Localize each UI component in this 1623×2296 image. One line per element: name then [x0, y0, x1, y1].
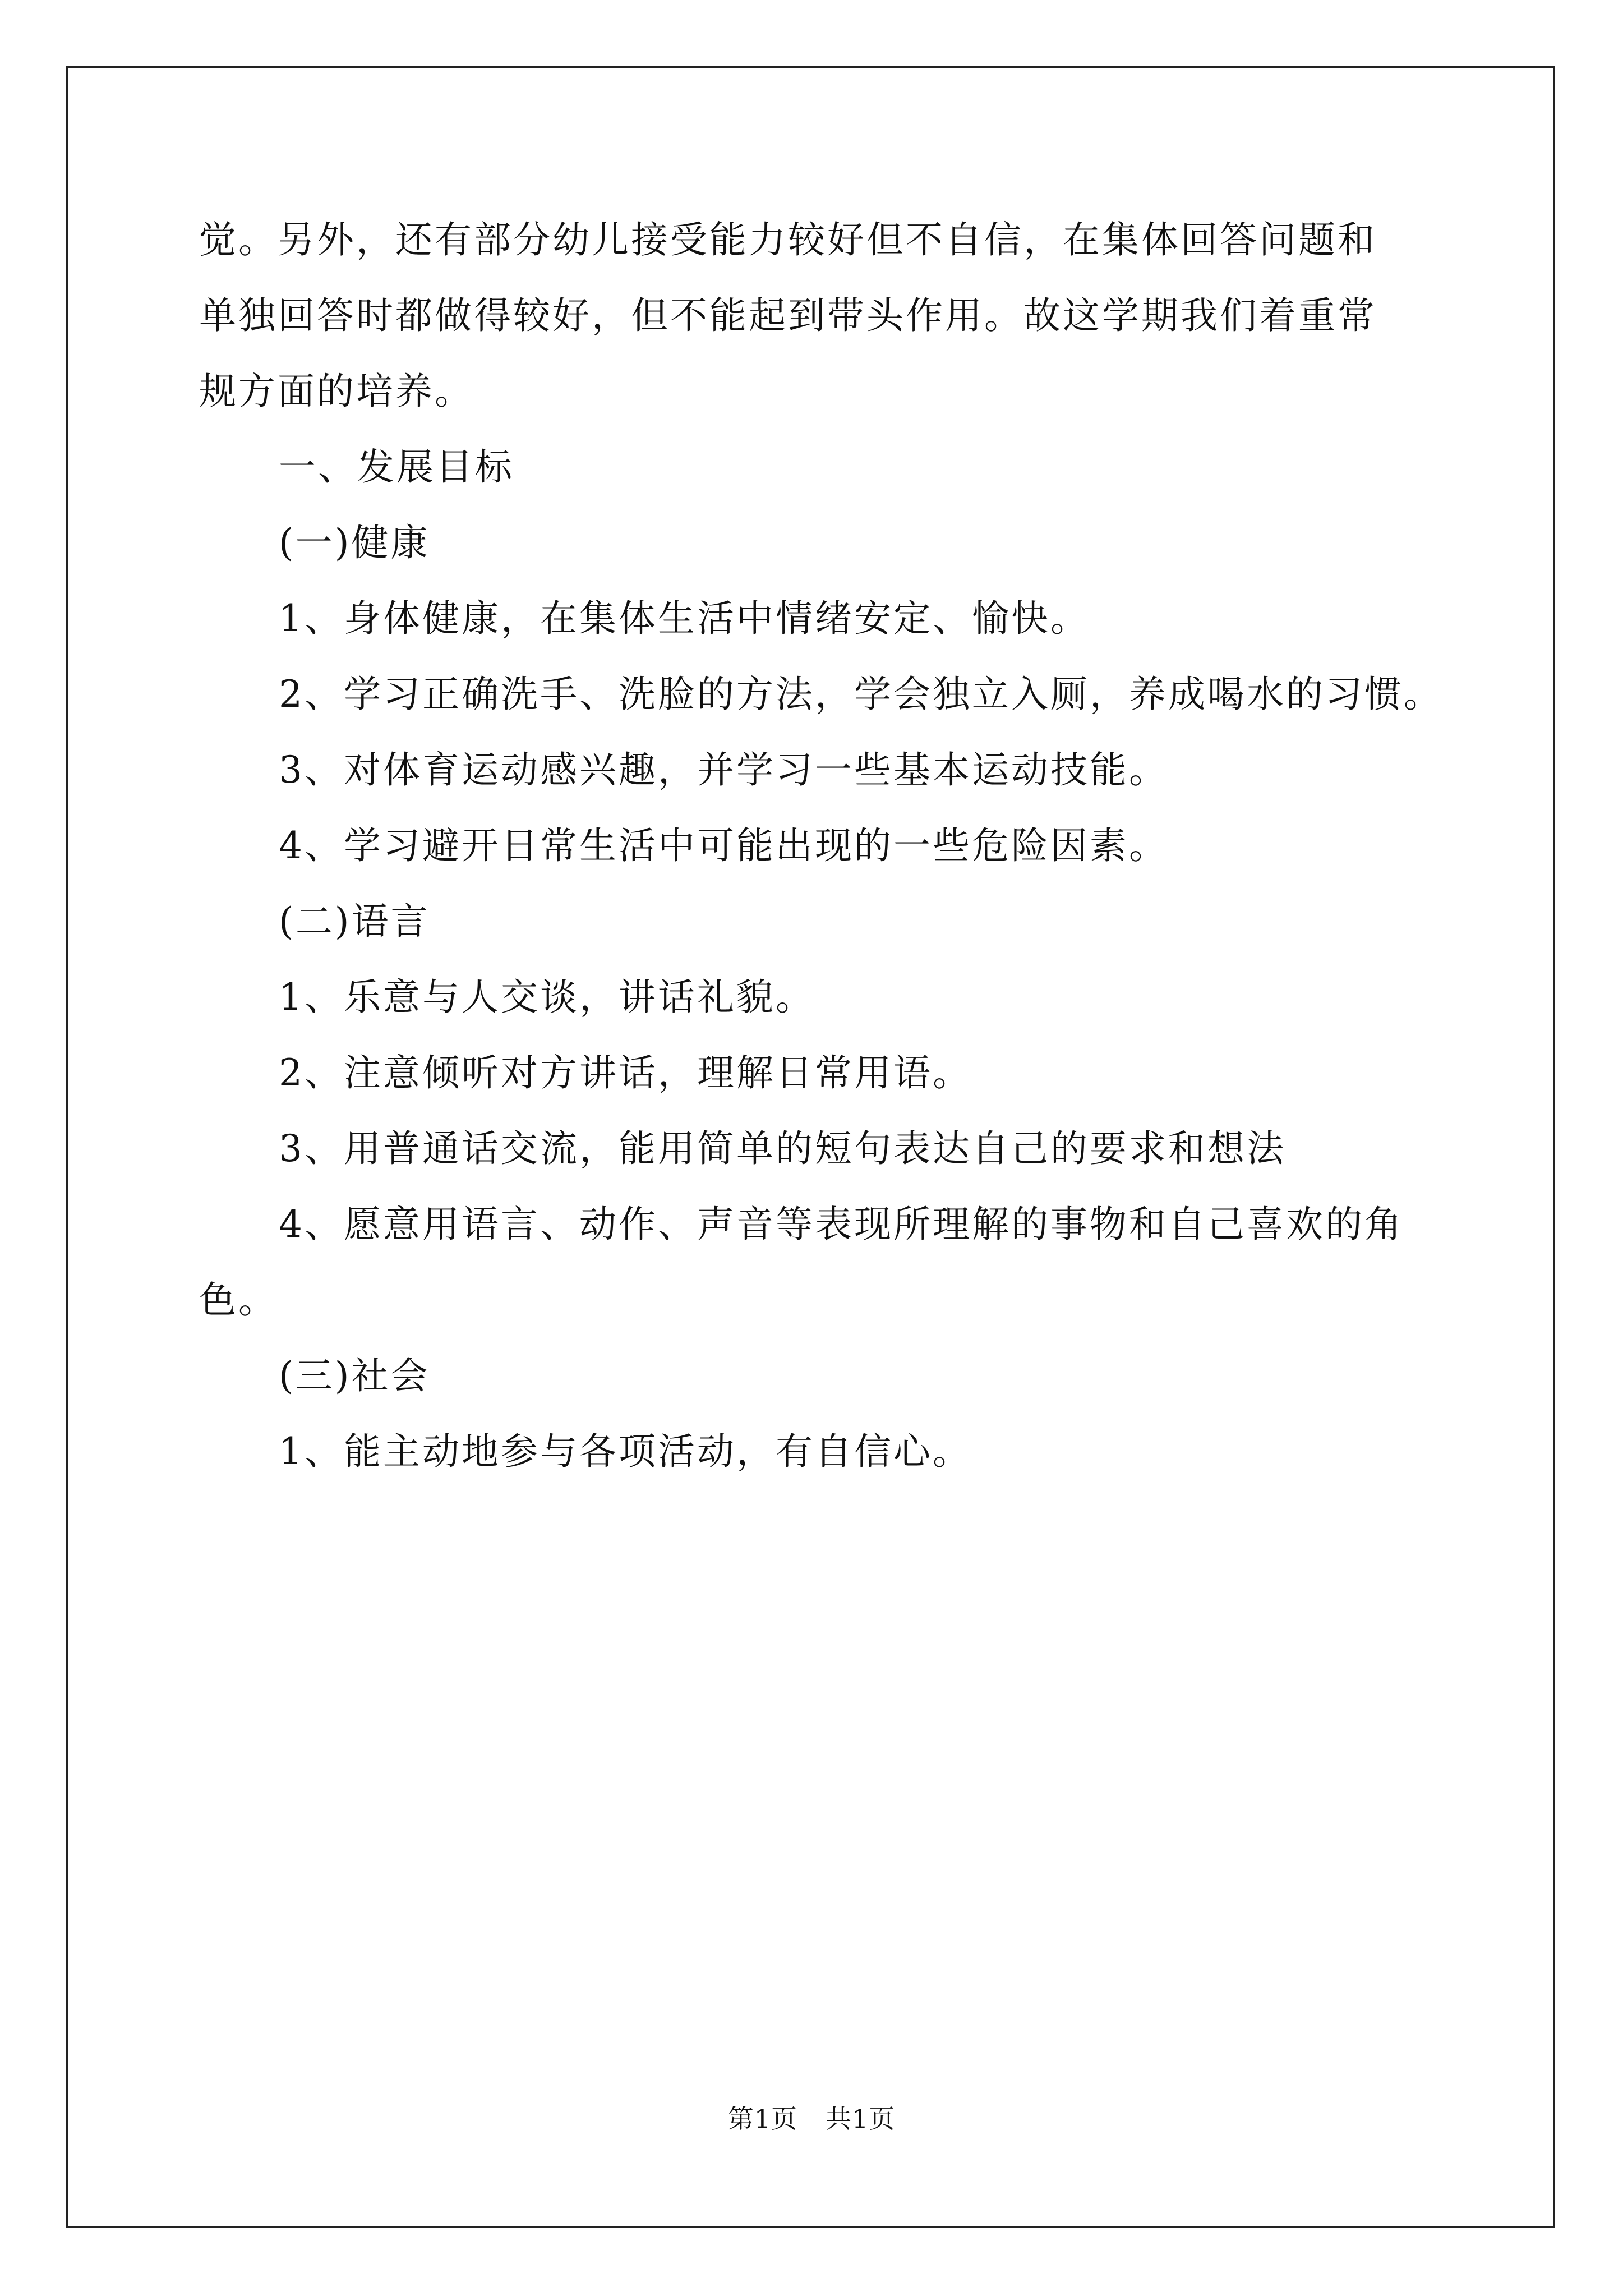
- paragraph-line: 色。: [199, 1278, 278, 1322]
- list-item: 2、学习正确洗手、洗脸的方法，学会独立入厕，养成喝水的习惯。: [279, 673, 1443, 716]
- subsection-heading: (二)语言: [279, 900, 430, 943]
- paragraph-line: 觉。另外，还有部分幼儿接受能力较好但不自信，在集体回答问题和: [199, 218, 1377, 261]
- section-heading: 一、发展目标: [279, 445, 514, 489]
- list-item: 3、用普通话交流，能用简单的短句表达自己的要求和想法: [279, 1127, 1286, 1170]
- page-number-current: 第1页: [727, 2104, 797, 2134]
- list-item: 1、身体健康，在集体生活中情绪安定、愉快。: [279, 597, 1090, 640]
- list-item: 3、对体育运动感兴趣，并学习一些基本运动技能。: [279, 748, 1168, 792]
- paragraph-line: 规方面的培养。: [199, 370, 474, 413]
- list-item: 2、注意倾听对方讲话，理解日常用语。: [279, 1051, 972, 1094]
- page-footer: [0, 2103, 1623, 2134]
- list-item: 4、学习避开日常生活中可能出现的一些危险因素。: [279, 824, 1168, 867]
- list-item: 1、乐意与人交谈，讲话礼貌。: [279, 976, 815, 1019]
- subsection-heading: (三)社会: [279, 1354, 430, 1397]
- paragraph-line: 单独回答时都做得较好，但不能起到带头作用。故这学期我们着重常: [199, 294, 1377, 337]
- page-number-total: 共1页: [826, 2104, 896, 2134]
- subsection-heading: (一)健康: [279, 521, 430, 564]
- list-item: 4、愿意用语言、动作、声音等表现所理解的事物和自己喜欢的角: [279, 1203, 1404, 1246]
- list-item: 1、能主动地参与各项活动，有自信心。: [279, 1430, 972, 1473]
